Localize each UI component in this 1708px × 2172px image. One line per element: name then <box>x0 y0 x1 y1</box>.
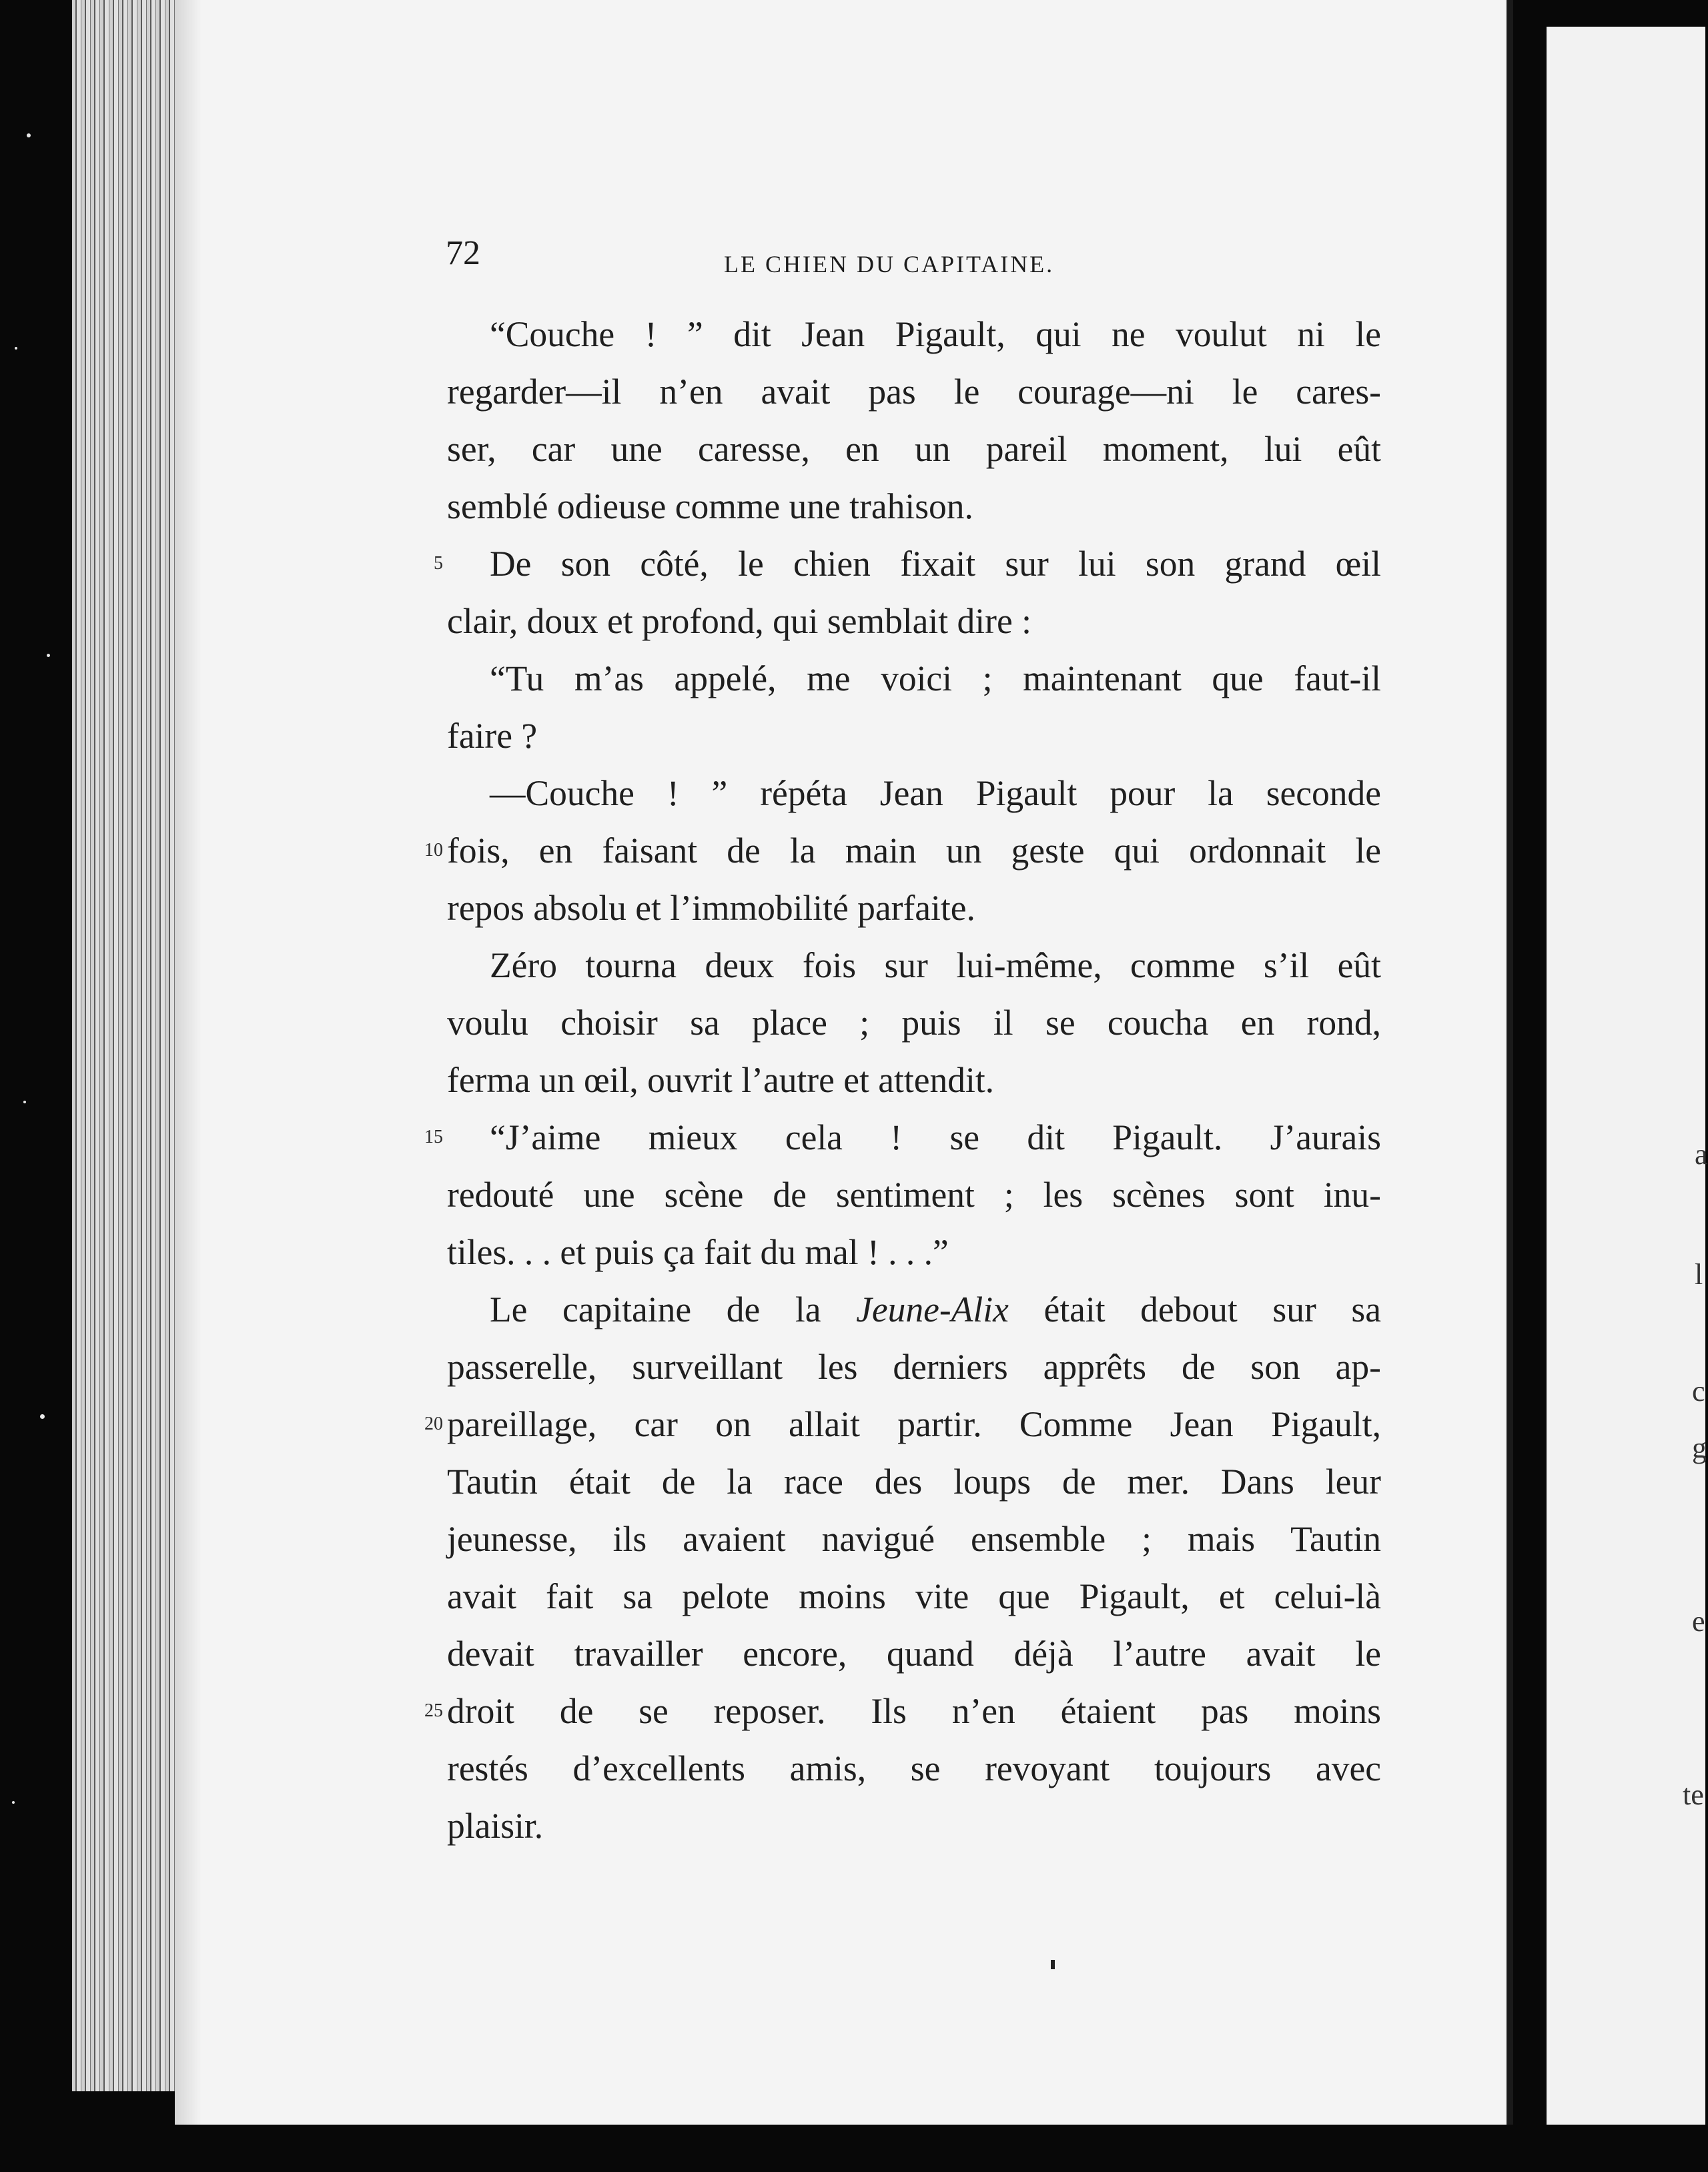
text-line <box>424 1109 1381 1166</box>
text-line <box>447 879 1381 937</box>
scan-speck <box>47 654 50 657</box>
text-line <box>447 650 1381 707</box>
line-text: “J’aime mieux cela ! se dit Pigault. J’aurais <box>490 1117 1381 1157</box>
text-line <box>424 822 1381 879</box>
text-line <box>447 592 1381 650</box>
text-line <box>424 1682 1381 1740</box>
line-text: restés d’excellents amis, se revoyant toujours avec <box>447 1748 1381 1788</box>
scan-speck <box>12 1801 15 1804</box>
line-number: 15 <box>424 1127 443 1147</box>
text-line <box>424 1396 1381 1453</box>
text-line <box>447 707 1381 764</box>
line-text: ferma un œil, ouvrit l’autre et attendit. <box>447 1060 995 1100</box>
line-text: “Tu m’as appelé, me voici ; maintenant que faut-il <box>490 658 1381 698</box>
text-line <box>447 1625 1381 1682</box>
line-text: fois, en faisant de la main un geste qui ordonnait le <box>447 831 1381 871</box>
line-text: plaisir. <box>447 1806 544 1846</box>
page-edges <box>72 0 179 2091</box>
text-line <box>447 1338 1381 1396</box>
text-segment: Le capitaine de la <box>490 1289 857 1329</box>
line-number: 20 <box>424 1414 443 1434</box>
next-page-fragment: l <box>1695 1258 1703 1291</box>
ship-name: Jeune-Alix <box>856 1289 1009 1329</box>
line-text: semblé odieuse comme une trahison. <box>447 486 973 526</box>
line-text: repos absolu et l’immobilité parfaite. <box>447 888 975 928</box>
scan-speck <box>40 1414 45 1419</box>
line-text: clair, doux et profond, qui semblait dire : <box>447 601 1031 641</box>
line-text: tiles. . . et puis ça fait du mal ! . . .” <box>447 1232 949 1272</box>
line-text: —Couche ! ” répéta Jean Pigault pour la seconde <box>490 773 1381 813</box>
line-number: 25 <box>424 1700 443 1721</box>
text-line <box>447 363 1381 420</box>
text-line <box>447 1051 1381 1109</box>
line-number: 10 <box>424 840 443 861</box>
text-line <box>447 1223 1381 1281</box>
text-line <box>447 1568 1381 1625</box>
line-text: redouté une scène de sentiment ; les scènes sont inu- <box>447 1175 1381 1215</box>
line-text: regarder—il n’en avait pas le courage—ni le cares- <box>447 372 1381 412</box>
line-text: passerelle, surveillant les derniers apprêts de son ap- <box>447 1347 1381 1387</box>
scan-speck <box>23 1101 26 1103</box>
text-line <box>447 1510 1381 1568</box>
text-line <box>447 994 1381 1051</box>
text-line <box>447 764 1381 822</box>
line-text: faire ? <box>447 716 538 756</box>
line-text: pareillage, car on allait partir. Comme Jean Pigault, <box>447 1404 1381 1444</box>
running-head: LE CHIEN DU CAPITAINE. <box>724 251 1055 278</box>
next-page-fragment: e <box>1692 1605 1705 1638</box>
line-text: Zéro tourna deux fois sur lui-même, comme s’il eût <box>490 945 1381 985</box>
line-text: Tautin était de la race des loups de mer. Dans leur <box>447 1462 1381 1502</box>
scan-speck <box>27 133 31 137</box>
line-text: avait fait sa pelote moins vite que Pigault, et celui-là <box>447 1576 1381 1616</box>
scan-speck <box>15 347 17 350</box>
next-page-strip <box>1547 27 1708 2125</box>
text-line <box>447 1797 1381 1854</box>
text-line <box>447 306 1381 363</box>
line-text: voulu choisir sa place ; puis il se coucha en rond, <box>447 1003 1381 1043</box>
line-text: droit de se reposer. Ils n’en étaient pas moins <box>447 1691 1381 1731</box>
line-text: De son côté, le chien fixait sur lui son grand œil <box>490 544 1381 584</box>
next-page-fragment: te <box>1683 1778 1704 1811</box>
text-segment: était debout sur sa <box>1008 1289 1381 1329</box>
text-line <box>447 420 1381 478</box>
ink-mark <box>1051 1960 1055 1969</box>
line-text: “Couche ! ” dit Jean Pigault, qui ne voulut ni le <box>490 314 1381 354</box>
page-number: 72 <box>446 234 480 272</box>
next-page-fragment: g <box>1692 1432 1707 1464</box>
next-page-fragment: c <box>1692 1375 1705 1408</box>
line-number: 5 <box>434 553 443 574</box>
text-line <box>447 1453 1381 1510</box>
text-line <box>447 1281 1381 1338</box>
text-line <box>434 535 1381 592</box>
line-text: ser, car une caresse, en un pareil moment, lui eût <box>447 429 1381 469</box>
next-page-fragment: a <box>1695 1138 1708 1171</box>
line-text: jeunesse, ils avaient navigué ensemble ; mais Tautin <box>447 1519 1381 1559</box>
text-line <box>447 937 1381 994</box>
line-text: devait travailler encore, quand déjà l’autre avait le <box>447 1634 1381 1674</box>
text-line <box>447 1166 1381 1223</box>
text-line <box>447 478 1381 535</box>
body-text <box>424 306 1381 1854</box>
text-line <box>447 1740 1381 1797</box>
